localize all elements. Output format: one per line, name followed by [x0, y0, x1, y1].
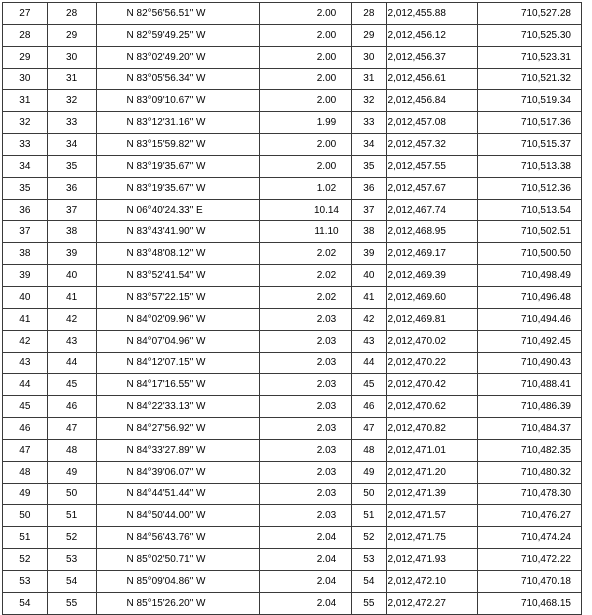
bearing-cell: N 85°02'50.71" W [96, 549, 259, 571]
easting-cell: 710,496.48 [477, 286, 581, 308]
point-cell: 33 [352, 112, 386, 134]
distance-cell: 2.03 [259, 396, 352, 418]
easting-cell: 710,476.27 [477, 505, 581, 527]
from-station-cell: 45 [3, 396, 48, 418]
from-station-cell: 46 [3, 418, 48, 440]
from-station-cell: 36 [3, 199, 48, 221]
northing-cell: 2,012,471.57 [386, 505, 477, 527]
table-row [3, 46, 582, 68]
table-row [3, 177, 582, 199]
distance-cell: 10.14 [259, 199, 352, 221]
bearing-cell: N 84°22'33.13" W [96, 396, 259, 418]
northing-cell: 2,012,455.88 [386, 3, 477, 25]
from-station-cell: 42 [3, 330, 48, 352]
from-station-cell: 51 [3, 527, 48, 549]
table-row [3, 24, 582, 46]
from-station-cell: 39 [3, 265, 48, 287]
bearing-cell: N 84°56'43.76" W [96, 527, 259, 549]
table-row [3, 461, 582, 483]
easting-cell: 710,498.49 [477, 265, 581, 287]
easting-cell: 710,517.36 [477, 112, 581, 134]
table-row [3, 505, 582, 527]
distance-cell: 2.03 [259, 439, 352, 461]
bearing-cell: N 83°19'35.67" W [96, 177, 259, 199]
survey-coordinates-table [2, 2, 582, 615]
to-station-cell: 30 [47, 46, 96, 68]
point-cell: 32 [352, 90, 386, 112]
bearing-cell: N 84°39'06.07" W [96, 461, 259, 483]
to-station-cell: 31 [47, 68, 96, 90]
table-body [3, 3, 582, 615]
northing-cell: 2,012,470.42 [386, 374, 477, 396]
distance-cell: 2.04 [259, 570, 352, 592]
bearing-cell: N 84°17'16.55" W [96, 374, 259, 396]
easting-cell: 710,486.39 [477, 396, 581, 418]
northing-cell: 2,012,470.22 [386, 352, 477, 374]
table-row [3, 330, 582, 352]
from-station-cell: 32 [3, 112, 48, 134]
table-row [3, 592, 582, 614]
from-station-cell: 40 [3, 286, 48, 308]
table-row [3, 265, 582, 287]
table-row [3, 527, 582, 549]
northing-cell: 2,012,471.01 [386, 439, 477, 461]
to-station-cell: 41 [47, 286, 96, 308]
point-cell: 34 [352, 134, 386, 156]
bearing-cell: N 84°12'07.15" W [96, 352, 259, 374]
distance-cell: 1.02 [259, 177, 352, 199]
to-station-cell: 44 [47, 352, 96, 374]
northing-cell: 2,012,469.60 [386, 286, 477, 308]
distance-cell: 2.00 [259, 90, 352, 112]
point-cell: 36 [352, 177, 386, 199]
distance-cell: 2.02 [259, 243, 352, 265]
point-cell: 40 [352, 265, 386, 287]
bearing-cell: N 84°44'51.44" W [96, 483, 259, 505]
easting-cell: 710,519.34 [477, 90, 581, 112]
distance-cell: 2.03 [259, 505, 352, 527]
to-station-cell: 28 [47, 3, 96, 25]
northing-cell: 2,012,457.55 [386, 155, 477, 177]
table-row [3, 308, 582, 330]
point-cell: 42 [352, 308, 386, 330]
easting-cell: 710,488.41 [477, 374, 581, 396]
from-station-cell: 38 [3, 243, 48, 265]
easting-cell: 710,490.43 [477, 352, 581, 374]
distance-cell: 2.02 [259, 265, 352, 287]
distance-cell: 2.04 [259, 592, 352, 614]
table-row [3, 243, 582, 265]
northing-cell: 2,012,469.17 [386, 243, 477, 265]
point-cell: 52 [352, 527, 386, 549]
table-row [3, 352, 582, 374]
from-station-cell: 44 [3, 374, 48, 396]
bearing-cell: N 82°56'56.51" W [96, 3, 259, 25]
easting-cell: 710,523.31 [477, 46, 581, 68]
point-cell: 50 [352, 483, 386, 505]
northing-cell: 2,012,456.61 [386, 68, 477, 90]
from-station-cell: 35 [3, 177, 48, 199]
northing-cell: 2,012,469.81 [386, 308, 477, 330]
table-row [3, 374, 582, 396]
northing-cell: 2,012,472.27 [386, 592, 477, 614]
bearing-cell: N 84°33'27.89" W [96, 439, 259, 461]
northing-cell: 2,012,471.39 [386, 483, 477, 505]
from-station-cell: 52 [3, 549, 48, 571]
northing-cell: 2,012,470.62 [386, 396, 477, 418]
bearing-cell: N 83°09'10.67" W [96, 90, 259, 112]
from-station-cell: 28 [3, 24, 48, 46]
table-row [3, 112, 582, 134]
to-station-cell: 45 [47, 374, 96, 396]
bearing-cell: N 84°27'56.92" W [96, 418, 259, 440]
easting-cell: 710,525.30 [477, 24, 581, 46]
from-station-cell: 53 [3, 570, 48, 592]
easting-cell: 710,472.22 [477, 549, 581, 571]
point-cell: 30 [352, 46, 386, 68]
northing-cell: 2,012,456.84 [386, 90, 477, 112]
distance-cell: 2.03 [259, 374, 352, 396]
distance-cell: 1.99 [259, 112, 352, 134]
point-cell: 46 [352, 396, 386, 418]
table-row [3, 418, 582, 440]
distance-cell: 2.03 [259, 352, 352, 374]
table-row [3, 439, 582, 461]
to-station-cell: 43 [47, 330, 96, 352]
point-cell: 47 [352, 418, 386, 440]
to-station-cell: 29 [47, 24, 96, 46]
distance-cell: 2.00 [259, 68, 352, 90]
table-row [3, 396, 582, 418]
from-station-cell: 31 [3, 90, 48, 112]
distance-cell: 2.03 [259, 330, 352, 352]
easting-cell: 710,515.37 [477, 134, 581, 156]
distance-cell: 2.00 [259, 24, 352, 46]
distance-cell: 2.00 [259, 134, 352, 156]
northing-cell: 2,012,467.74 [386, 199, 477, 221]
bearing-cell: N 84°50'44.00" W [96, 505, 259, 527]
easting-cell: 710,513.38 [477, 155, 581, 177]
bearing-cell: N 83°12'31.16" W [96, 112, 259, 134]
bearing-cell: N 84°07'04.96" W [96, 330, 259, 352]
point-cell: 35 [352, 155, 386, 177]
to-station-cell: 47 [47, 418, 96, 440]
from-station-cell: 33 [3, 134, 48, 156]
easting-cell: 710,482.35 [477, 439, 581, 461]
easting-cell: 710,478.30 [477, 483, 581, 505]
to-station-cell: 53 [47, 549, 96, 571]
northing-cell: 2,012,456.37 [386, 46, 477, 68]
point-cell: 49 [352, 461, 386, 483]
from-station-cell: 50 [3, 505, 48, 527]
easting-cell: 710,468.15 [477, 592, 581, 614]
to-station-cell: 35 [47, 155, 96, 177]
easting-cell: 710,492.45 [477, 330, 581, 352]
table-row [3, 155, 582, 177]
easting-cell: 710,502.51 [477, 221, 581, 243]
point-cell: 41 [352, 286, 386, 308]
northing-cell: 2,012,457.67 [386, 177, 477, 199]
from-station-cell: 41 [3, 308, 48, 330]
distance-cell: 2.03 [259, 418, 352, 440]
bearing-cell: N 83°19'35.67" W [96, 155, 259, 177]
northing-cell: 2,012,471.75 [386, 527, 477, 549]
point-cell: 51 [352, 505, 386, 527]
bearing-cell: N 82°59'49.25" W [96, 24, 259, 46]
northing-cell: 2,012,471.93 [386, 549, 477, 571]
point-cell: 44 [352, 352, 386, 374]
bearing-cell: N 83°02'49.20" W [96, 46, 259, 68]
northing-cell: 2,012,457.32 [386, 134, 477, 156]
northing-cell: 2,012,456.12 [386, 24, 477, 46]
distance-cell: 2.03 [259, 308, 352, 330]
easting-cell: 710,527.28 [477, 3, 581, 25]
distance-cell: 2.00 [259, 46, 352, 68]
distance-cell: 2.00 [259, 3, 352, 25]
to-station-cell: 52 [47, 527, 96, 549]
easting-cell: 710,474.24 [477, 527, 581, 549]
point-cell: 54 [352, 570, 386, 592]
distance-cell: 2.02 [259, 286, 352, 308]
bearing-cell: N 83°15'59.82" W [96, 134, 259, 156]
to-station-cell: 38 [47, 221, 96, 243]
from-station-cell: 43 [3, 352, 48, 374]
table-row [3, 483, 582, 505]
point-cell: 31 [352, 68, 386, 90]
from-station-cell: 27 [3, 3, 48, 25]
from-station-cell: 37 [3, 221, 48, 243]
from-station-cell: 48 [3, 461, 48, 483]
from-station-cell: 29 [3, 46, 48, 68]
to-station-cell: 55 [47, 592, 96, 614]
bearing-cell: N 83°48'08.12" W [96, 243, 259, 265]
from-station-cell: 30 [3, 68, 48, 90]
northing-cell: 2,012,470.02 [386, 330, 477, 352]
easting-cell: 710,480.32 [477, 461, 581, 483]
to-station-cell: 39 [47, 243, 96, 265]
bearing-cell: N 85°09'04.86" W [96, 570, 259, 592]
distance-cell: 2.04 [259, 549, 352, 571]
bearing-cell: N 83°52'41.54" W [96, 265, 259, 287]
table-row [3, 68, 582, 90]
to-station-cell: 49 [47, 461, 96, 483]
easting-cell: 710,494.46 [477, 308, 581, 330]
to-station-cell: 36 [47, 177, 96, 199]
table-row [3, 549, 582, 571]
point-cell: 45 [352, 374, 386, 396]
to-station-cell: 34 [47, 134, 96, 156]
to-station-cell: 48 [47, 439, 96, 461]
northing-cell: 2,012,471.20 [386, 461, 477, 483]
to-station-cell: 51 [47, 505, 96, 527]
to-station-cell: 33 [47, 112, 96, 134]
distance-cell: 2.03 [259, 461, 352, 483]
point-cell: 39 [352, 243, 386, 265]
to-station-cell: 54 [47, 570, 96, 592]
table-row [3, 199, 582, 221]
bearing-cell: N 84°02'09.96" W [96, 308, 259, 330]
easting-cell: 710,500.50 [477, 243, 581, 265]
from-station-cell: 49 [3, 483, 48, 505]
to-station-cell: 32 [47, 90, 96, 112]
bearing-cell: N 83°57'22.15" W [96, 286, 259, 308]
distance-cell: 2.04 [259, 527, 352, 549]
point-cell: 48 [352, 439, 386, 461]
distance-cell: 11.10 [259, 221, 352, 243]
point-cell: 43 [352, 330, 386, 352]
point-cell: 55 [352, 592, 386, 614]
distance-cell: 2.00 [259, 155, 352, 177]
bearing-cell: N 83°43'41.90" W [96, 221, 259, 243]
to-station-cell: 50 [47, 483, 96, 505]
table-row [3, 134, 582, 156]
easting-cell: 710,521.32 [477, 68, 581, 90]
easting-cell: 710,484.37 [477, 418, 581, 440]
point-cell: 28 [352, 3, 386, 25]
point-cell: 53 [352, 549, 386, 571]
northing-cell: 2,012,472.10 [386, 570, 477, 592]
northing-cell: 2,012,468.95 [386, 221, 477, 243]
to-station-cell: 37 [47, 199, 96, 221]
easting-cell: 710,513.54 [477, 199, 581, 221]
bearing-cell: N 06°40'24.33" E [96, 199, 259, 221]
to-station-cell: 40 [47, 265, 96, 287]
northing-cell: 2,012,457.08 [386, 112, 477, 134]
from-station-cell: 54 [3, 592, 48, 614]
point-cell: 38 [352, 221, 386, 243]
to-station-cell: 46 [47, 396, 96, 418]
distance-cell: 2.03 [259, 483, 352, 505]
table-row [3, 570, 582, 592]
from-station-cell: 47 [3, 439, 48, 461]
table-row [3, 3, 582, 25]
table-row [3, 90, 582, 112]
from-station-cell: 34 [3, 155, 48, 177]
point-cell: 37 [352, 199, 386, 221]
northing-cell: 2,012,469.39 [386, 265, 477, 287]
bearing-cell: N 85°15'26.20" W [96, 592, 259, 614]
table-row [3, 221, 582, 243]
table-row [3, 286, 582, 308]
to-station-cell: 42 [47, 308, 96, 330]
northing-cell: 2,012,470.82 [386, 418, 477, 440]
bearing-cell: N 83°05'56.34" W [96, 68, 259, 90]
easting-cell: 710,470.18 [477, 570, 581, 592]
point-cell: 29 [352, 24, 386, 46]
easting-cell: 710,512.36 [477, 177, 581, 199]
